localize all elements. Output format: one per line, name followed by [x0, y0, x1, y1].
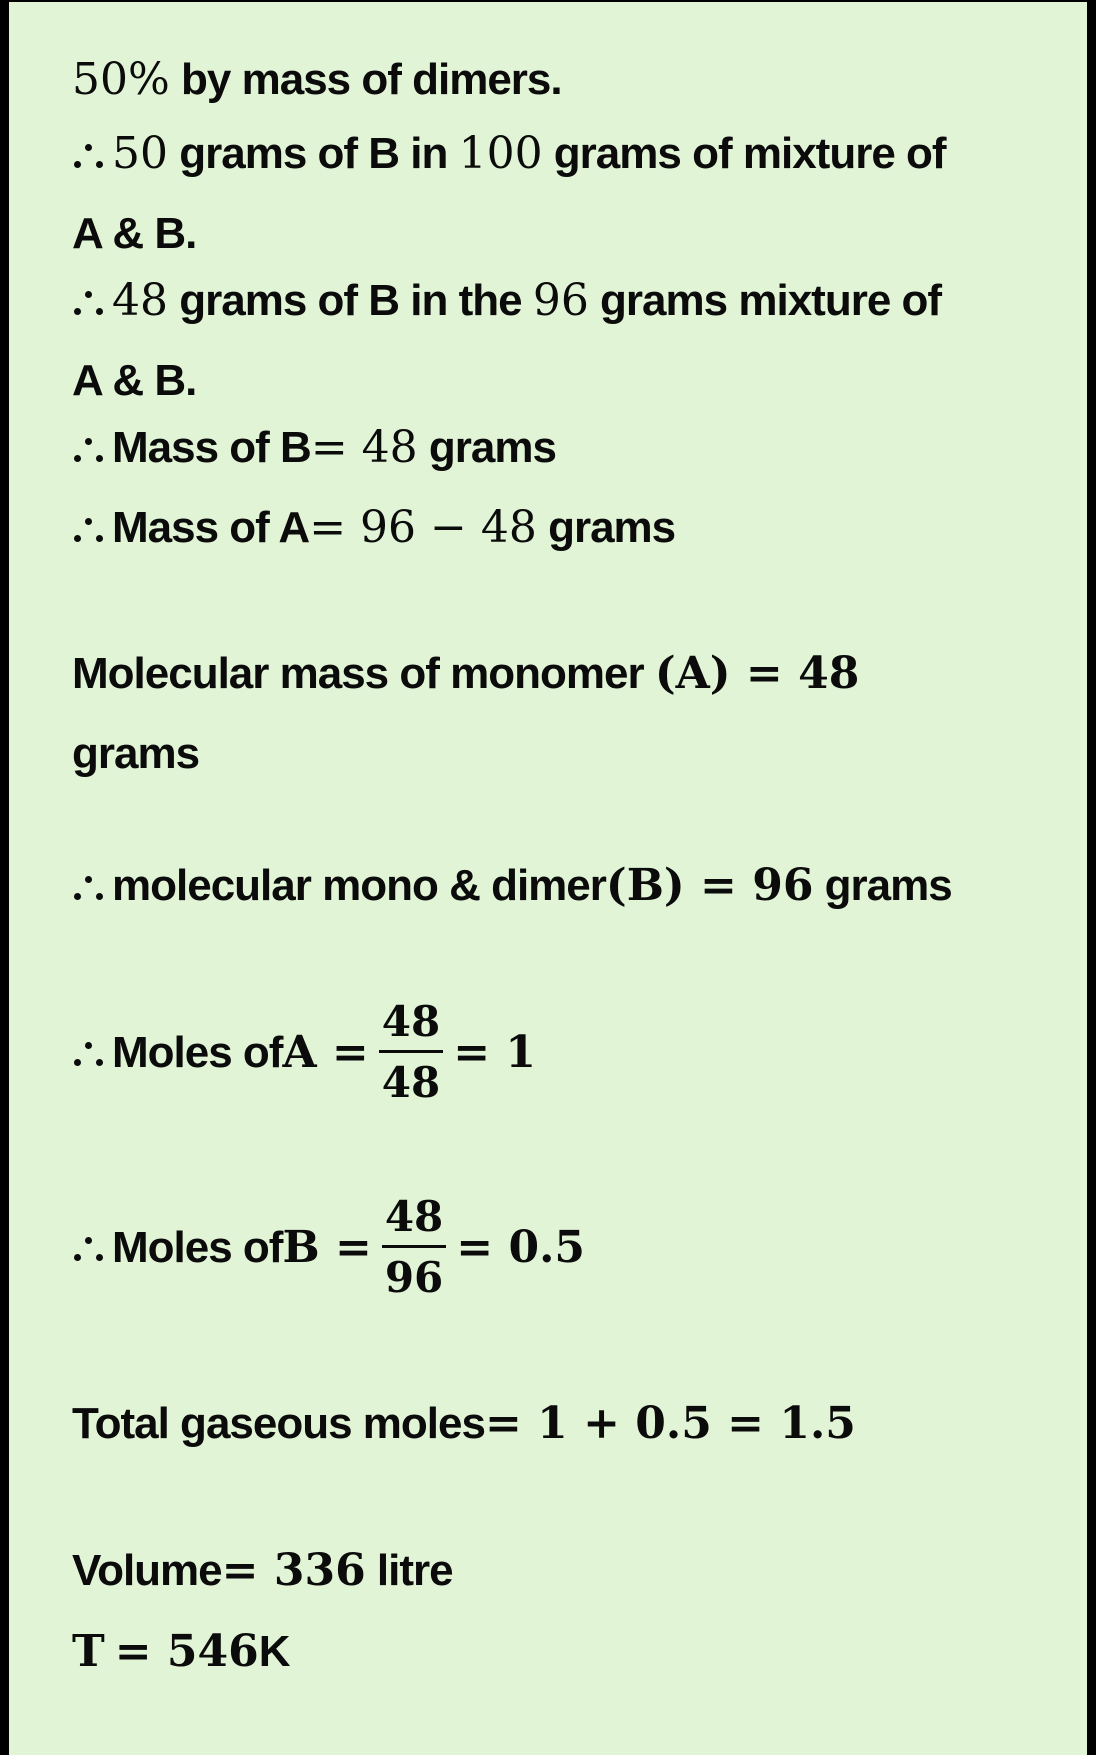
text: grams	[417, 423, 556, 472]
text: A & B.	[72, 356, 197, 405]
text: Molecular mass of monomer	[72, 649, 655, 698]
math-eq-1: = 1	[453, 1026, 537, 1078]
math-100: 100	[458, 128, 543, 179]
therefore-symbol	[72, 287, 112, 317]
text: K	[258, 1627, 290, 1676]
line-a-and-b-2	[72, 356, 197, 405]
line-percent-dimers	[72, 54, 562, 105]
text: Mass of A	[112, 503, 310, 552]
numerator: 48	[381, 997, 441, 1046]
text: A & B.	[72, 209, 197, 258]
text: grams mixture of	[588, 276, 942, 325]
text: grams	[72, 729, 200, 778]
math-96: 96	[532, 275, 589, 326]
line-moles-of-a	[72, 997, 537, 1108]
text: Total gaseous moles	[72, 1399, 485, 1448]
fraction	[379, 997, 443, 1108]
fraction	[382, 1192, 446, 1303]
therefore-symbol	[72, 1038, 112, 1068]
text: Volume	[72, 1546, 222, 1595]
math-total-moles: = 1 + 0.5 = 1.5	[484, 1398, 856, 1449]
therefore-symbol	[72, 1233, 112, 1263]
numerator: 48	[384, 1192, 444, 1241]
text: Mass of B	[112, 423, 311, 472]
line-temperature	[72, 1626, 290, 1677]
line-volume	[72, 1545, 453, 1596]
text: grams	[536, 503, 676, 552]
math-eq-546: = 546	[114, 1626, 259, 1677]
line-molecular-dimer	[72, 860, 952, 911]
text: grams	[813, 861, 952, 910]
math-48: 48	[112, 275, 168, 326]
math-percent: 50%	[72, 54, 170, 105]
text: molecular mono & dimer	[112, 861, 606, 910]
text: grams of B in the	[168, 276, 533, 325]
math-a-eq-48: (A) = 48	[654, 648, 860, 699]
line-mass-of-b	[72, 422, 556, 473]
line-50g-in-100g	[72, 128, 946, 179]
fraction-bar	[382, 1245, 446, 1248]
text: grams of mixture of	[542, 129, 946, 178]
denominator: 96	[384, 1253, 444, 1303]
line-48g-in-96g	[72, 275, 942, 326]
math-50: 50	[112, 128, 168, 179]
math-a-eq: A =	[282, 1026, 369, 1078]
math-eq-0-5: = 0.5	[456, 1221, 586, 1273]
math-b-eq-96: (B) = 96	[605, 860, 814, 911]
math-b-eq: B =	[282, 1221, 372, 1273]
line-a-and-b	[72, 209, 197, 258]
line-grams	[72, 729, 200, 778]
math-t: T	[72, 1626, 105, 1677]
text: Moles of	[112, 1027, 283, 1077]
line-total-gaseous-moles	[72, 1398, 856, 1449]
therefore-symbol	[72, 872, 112, 902]
math-eq-48: = 48	[310, 422, 418, 473]
line-moles-of-b	[72, 1192, 586, 1303]
fraction-bar	[379, 1050, 443, 1053]
math-96-minus-48: = 96 − 48	[309, 502, 537, 553]
denominator: 48	[381, 1058, 441, 1108]
line-molecular-mass-monomer	[72, 648, 860, 699]
therefore-symbol	[72, 434, 112, 464]
therefore-symbol	[72, 140, 112, 170]
text: litre	[365, 1546, 453, 1595]
text: by mass of dimers.	[169, 55, 562, 104]
therefore-symbol	[72, 514, 112, 544]
line-mass-of-a	[72, 502, 676, 553]
math-eq-336: = 336	[221, 1545, 366, 1596]
text: Moles of	[112, 1222, 283, 1272]
text: grams of B in	[168, 129, 459, 178]
